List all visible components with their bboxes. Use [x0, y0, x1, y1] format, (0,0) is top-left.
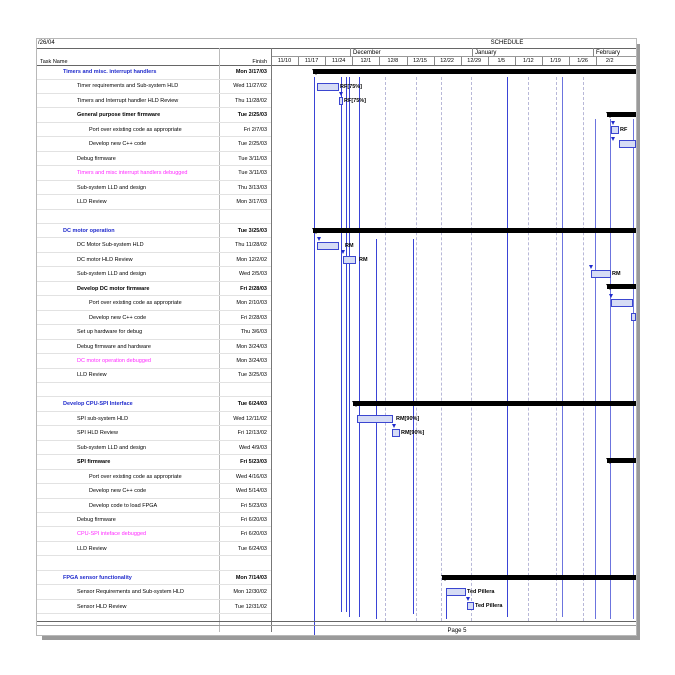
task-finish: Wed 4/16/03 [235, 473, 267, 480]
grid-line [416, 77, 417, 621]
dependency-line [507, 77, 508, 617]
summary-start-marker [606, 458, 614, 464]
dependency-arrow [317, 237, 321, 241]
dependency-line [413, 239, 414, 614]
resource-label: RM [345, 243, 354, 249]
row-separator [37, 324, 271, 325]
week-header: 11/10 [277, 58, 292, 64]
task-bar[interactable] [317, 242, 339, 250]
row-separator [37, 584, 271, 585]
dependency-line [610, 119, 611, 619]
task-name[interactable]: Develop DC motor firmware [77, 285, 150, 292]
task-name[interactable]: Develop new C++ code [89, 488, 147, 495]
summary-start-marker [352, 401, 360, 407]
dependency-line [341, 77, 342, 612]
dependency-arrow [339, 92, 343, 96]
week-divider [379, 57, 380, 65]
dependency-arrow [611, 137, 615, 141]
schedule-title: SCHEDULE [490, 40, 524, 46]
grid-line [528, 77, 529, 621]
week-divider [352, 57, 353, 65]
dependency-arrow [611, 121, 615, 125]
task-finish: Thu 3/13/03 [237, 184, 267, 191]
row-separator [37, 512, 271, 513]
row-separator [37, 165, 271, 166]
row-separator [37, 223, 271, 224]
task-finish: Thu 11/28/02 [234, 97, 267, 104]
resource-label: RM [359, 257, 368, 263]
summary-start-marker [312, 69, 320, 75]
task-name[interactable]: Port over existing code as appropriate [89, 126, 182, 133]
task-finish: Tue 12/31/02 [234, 603, 267, 610]
task-name[interactable]: LLD Review [77, 372, 107, 379]
task-finish: Tue 3/11/03 [238, 155, 267, 162]
task-name[interactable]: Sub-system LLD and design [77, 271, 147, 278]
task-name[interactable]: Timers and misc. interrupt handlers [63, 69, 157, 75]
week-divider [542, 57, 543, 65]
row-separator [37, 252, 271, 253]
dependency-arrow [341, 250, 345, 254]
task-name[interactable]: LLD Review [77, 545, 107, 552]
task-name[interactable]: Debug firmware [77, 516, 116, 523]
resource-label: RF[75%] [340, 84, 363, 90]
row-separator [37, 469, 271, 470]
footer-rule [37, 625, 636, 626]
task-name[interactable]: Timers and misc interrupt handlers debugged [77, 170, 188, 177]
row-separator [37, 339, 271, 340]
dependency-arrow [589, 265, 593, 269]
task-name[interactable]: DC motor HLD Review [77, 256, 133, 263]
task-name-header: Task Name [40, 59, 68, 65]
task-finish: Mon 12/2/02 [236, 256, 267, 263]
week-divider [434, 57, 435, 65]
task-name[interactable]: SPI HLD Review [77, 430, 118, 437]
task-finish: Fri 5/23/03 [240, 502, 267, 509]
row-separator [37, 93, 271, 94]
summary-bar[interactable] [442, 575, 636, 580]
task-finish: Tue 3/25/03 [237, 372, 267, 379]
month-february: February [596, 50, 621, 56]
page-number: Page 5 [447, 628, 467, 634]
task-name[interactable]: Debug firmware [77, 155, 116, 162]
row-separator [37, 107, 271, 108]
row-separator [37, 440, 271, 441]
task-finish: Mon 3/24/03 [236, 343, 267, 350]
row-separator [37, 266, 271, 267]
task-finish: Mon 12/30/02 [233, 589, 267, 596]
week-header: 11/24 [332, 58, 346, 64]
week-header: 1/26 [577, 58, 588, 64]
grid-line [471, 77, 472, 621]
task-finish: Thu 11/28/02 [234, 242, 267, 249]
task-name[interactable]: Timer requirements and Sub-system HLD [77, 83, 179, 90]
task-finish: Wed 2/5/03 [238, 271, 267, 278]
summary-start-marker [312, 228, 320, 234]
header-top-rule [37, 48, 636, 49]
task-finish: Tue 2/25/03 [237, 141, 267, 148]
task-name[interactable]: Sensor HLD Review [77, 603, 127, 610]
summary-start-marker [606, 284, 614, 290]
resource-label: RM [612, 271, 621, 277]
summary-start-marker [441, 575, 449, 581]
resource-label: RF[75%] [344, 98, 367, 104]
week-divider [298, 57, 299, 65]
grid-line [441, 77, 442, 621]
task-bar[interactable] [339, 97, 343, 105]
week-divider [515, 57, 516, 65]
week-header: 11/17 [304, 58, 319, 64]
task-name[interactable]: DC motor operation debugged [77, 358, 151, 364]
dependency-arrow [609, 294, 613, 298]
row-separator [37, 599, 271, 600]
task-finish: Fri 6/20/03 [240, 531, 267, 538]
task-name[interactable]: Port over existing code as appropriate [89, 473, 182, 480]
row-separator [37, 209, 271, 210]
task-finish: Wed 11/27/02 [233, 83, 267, 90]
task-bar[interactable] [343, 256, 356, 264]
row-separator [37, 425, 271, 426]
row-separator [37, 194, 271, 195]
print-date: /26/04 [38, 40, 55, 46]
week-header: 1/12 [523, 58, 534, 64]
row-separator [37, 498, 271, 499]
summary-bar[interactable] [313, 69, 636, 74]
dependency-line [633, 119, 634, 619]
dependency-line [376, 239, 377, 619]
task-name[interactable]: Timers and Interrupt handler HLD Review [77, 97, 179, 104]
task-bar[interactable] [631, 313, 636, 321]
week-header: 12/1 [360, 58, 372, 64]
task-name[interactable]: Develop new C++ code [89, 314, 147, 321]
grid-line [385, 77, 386, 621]
row-separator [37, 281, 271, 282]
task-bar[interactable] [591, 270, 611, 278]
dependency-line [346, 77, 347, 612]
month-december: December [353, 50, 381, 56]
grid-line [556, 77, 557, 621]
dependency-line [562, 77, 563, 617]
task-finish: Thu 3/6/03 [240, 329, 267, 336]
row-separator [37, 411, 271, 412]
resource-label: RM[90%] [401, 430, 425, 436]
task-name[interactable]: General purpose timer firmware [77, 112, 161, 119]
task-name[interactable]: Develop CPU-SPI Interface [63, 401, 133, 408]
row-separator [37, 613, 271, 614]
row-separator [37, 295, 271, 296]
resource-label: RF [620, 127, 628, 133]
dependency-line [595, 119, 596, 619]
task-name[interactable]: Port over existing code as appropriate [89, 300, 182, 307]
task-name[interactable]: FPGA sensor functionality [63, 574, 132, 581]
month-divider [472, 48, 473, 57]
row-separator [37, 396, 271, 397]
week-divider [596, 57, 597, 65]
row-separator [37, 353, 271, 354]
summary-bar[interactable] [313, 228, 636, 233]
task-finish: Fri 5/23/03 [240, 459, 267, 466]
task-bar[interactable] [619, 140, 636, 148]
week-header: 1/5 [497, 58, 506, 64]
week-divider [325, 57, 326, 65]
task-name[interactable]: SPI firmware [77, 459, 111, 466]
task-bar[interactable] [611, 126, 619, 134]
row-separator [37, 454, 271, 455]
row-separator [37, 180, 271, 181]
task-finish: Tue 6/24/03 [237, 401, 267, 408]
month-january: January [475, 50, 497, 56]
week-divider [407, 57, 408, 65]
month-divider [350, 48, 351, 57]
dependency-arrow [466, 597, 470, 601]
row-separator [37, 79, 271, 80]
week-divider [569, 57, 570, 65]
task-name[interactable]: Debug firmware and hardware [77, 343, 151, 350]
task-finish: Fri 12/13/02 [237, 430, 267, 437]
task-finish: Tue 6/24/03 [237, 545, 267, 552]
task-name[interactable]: Develop code to load FPGA [89, 502, 158, 509]
task-bar[interactable] [467, 602, 474, 610]
task-finish: Mon 3/24/03 [236, 358, 267, 364]
dependency-arrow [392, 424, 396, 428]
task-finish: Fri 2/7/03 [243, 126, 267, 133]
finish-header: Finish [252, 59, 267, 65]
task-name[interactable]: Set up hardware for debug [77, 329, 143, 336]
task-finish: Tue 3/11/03 [238, 170, 267, 177]
task-bar[interactable] [446, 588, 466, 596]
week-divider [488, 57, 489, 65]
week-header: 12/29 [467, 58, 482, 64]
row-separator [37, 570, 271, 571]
task-finish: Fri 2/28/03 [240, 285, 267, 292]
task-finish: Mon 2/10/03 [236, 300, 267, 307]
dependency-line [314, 77, 315, 636]
resource-label: Ted Pillera [475, 603, 503, 609]
grid-line [583, 77, 584, 621]
row-separator [37, 136, 271, 137]
task-finish: Tue 2/25/03 [237, 112, 267, 119]
schedule-page [36, 38, 637, 636]
row-separator [37, 382, 271, 383]
task-name[interactable]: Develop new C++ code [89, 141, 147, 148]
resource-label: Ted Pillera [467, 589, 495, 595]
task-name[interactable]: SPI sub-system HLD [77, 415, 129, 422]
summary-bar[interactable] [353, 401, 636, 406]
task-finish: Fri 2/28/03 [240, 314, 267, 321]
row-separator [37, 483, 271, 484]
row-separator [37, 526, 271, 527]
task-name[interactable]: DC Motor Sub-system HLD [77, 242, 144, 249]
row-separator [37, 310, 271, 311]
header-bottom-rule [37, 65, 636, 66]
task-finish: Tue 3/25/03 [237, 227, 267, 234]
dependency-line [349, 77, 350, 617]
week-header: 12/15 [413, 58, 427, 64]
task-finish: Mon 3/17/03 [236, 199, 267, 206]
task-bar[interactable] [317, 83, 339, 91]
task-name[interactable]: Sensor Requirements and Sub-system HLD [77, 589, 184, 596]
month-divider [593, 48, 594, 57]
task-finish: Fri 6/20/03 [240, 516, 267, 523]
task-bar[interactable] [611, 299, 633, 307]
table-bottom-rule [37, 621, 636, 622]
week-header: 12/22 [440, 58, 454, 64]
row-separator [37, 368, 271, 369]
dependency-line [359, 77, 360, 617]
summary-start-marker [606, 112, 614, 118]
row-separator [37, 151, 271, 152]
week-header: 12/8 [387, 58, 399, 64]
task-name[interactable]: Sub-system LLD and design [77, 444, 147, 451]
task-bar[interactable] [392, 429, 400, 437]
task-finish: Mon 7/14/03 [235, 574, 267, 581]
gantt-divider [271, 48, 272, 632]
task-bar[interactable] [357, 415, 393, 423]
resource-label: RM[90%] [396, 416, 420, 422]
week-divider [461, 57, 462, 65]
task-finish: Wed 4/9/03 [238, 444, 267, 451]
task-finish: Mon 3/17/03 [235, 69, 267, 75]
row-separator [37, 555, 271, 556]
task-name[interactable]: CPU-SPI inteface debugged [77, 531, 147, 538]
week-header: 1/19 [550, 58, 561, 64]
task-name[interactable]: Sub-system LLD and design [77, 184, 147, 191]
row-separator [37, 122, 271, 123]
task-finish: Wed 5/14/03 [235, 488, 267, 495]
week-header: 2/2 [605, 58, 614, 64]
task-name[interactable]: LLD Review [77, 199, 107, 206]
task-finish: Wed 12/11/02 [233, 415, 267, 422]
row-separator [37, 237, 271, 238]
row-separator [37, 541, 271, 542]
task-name[interactable]: DC motor operation [63, 227, 115, 234]
